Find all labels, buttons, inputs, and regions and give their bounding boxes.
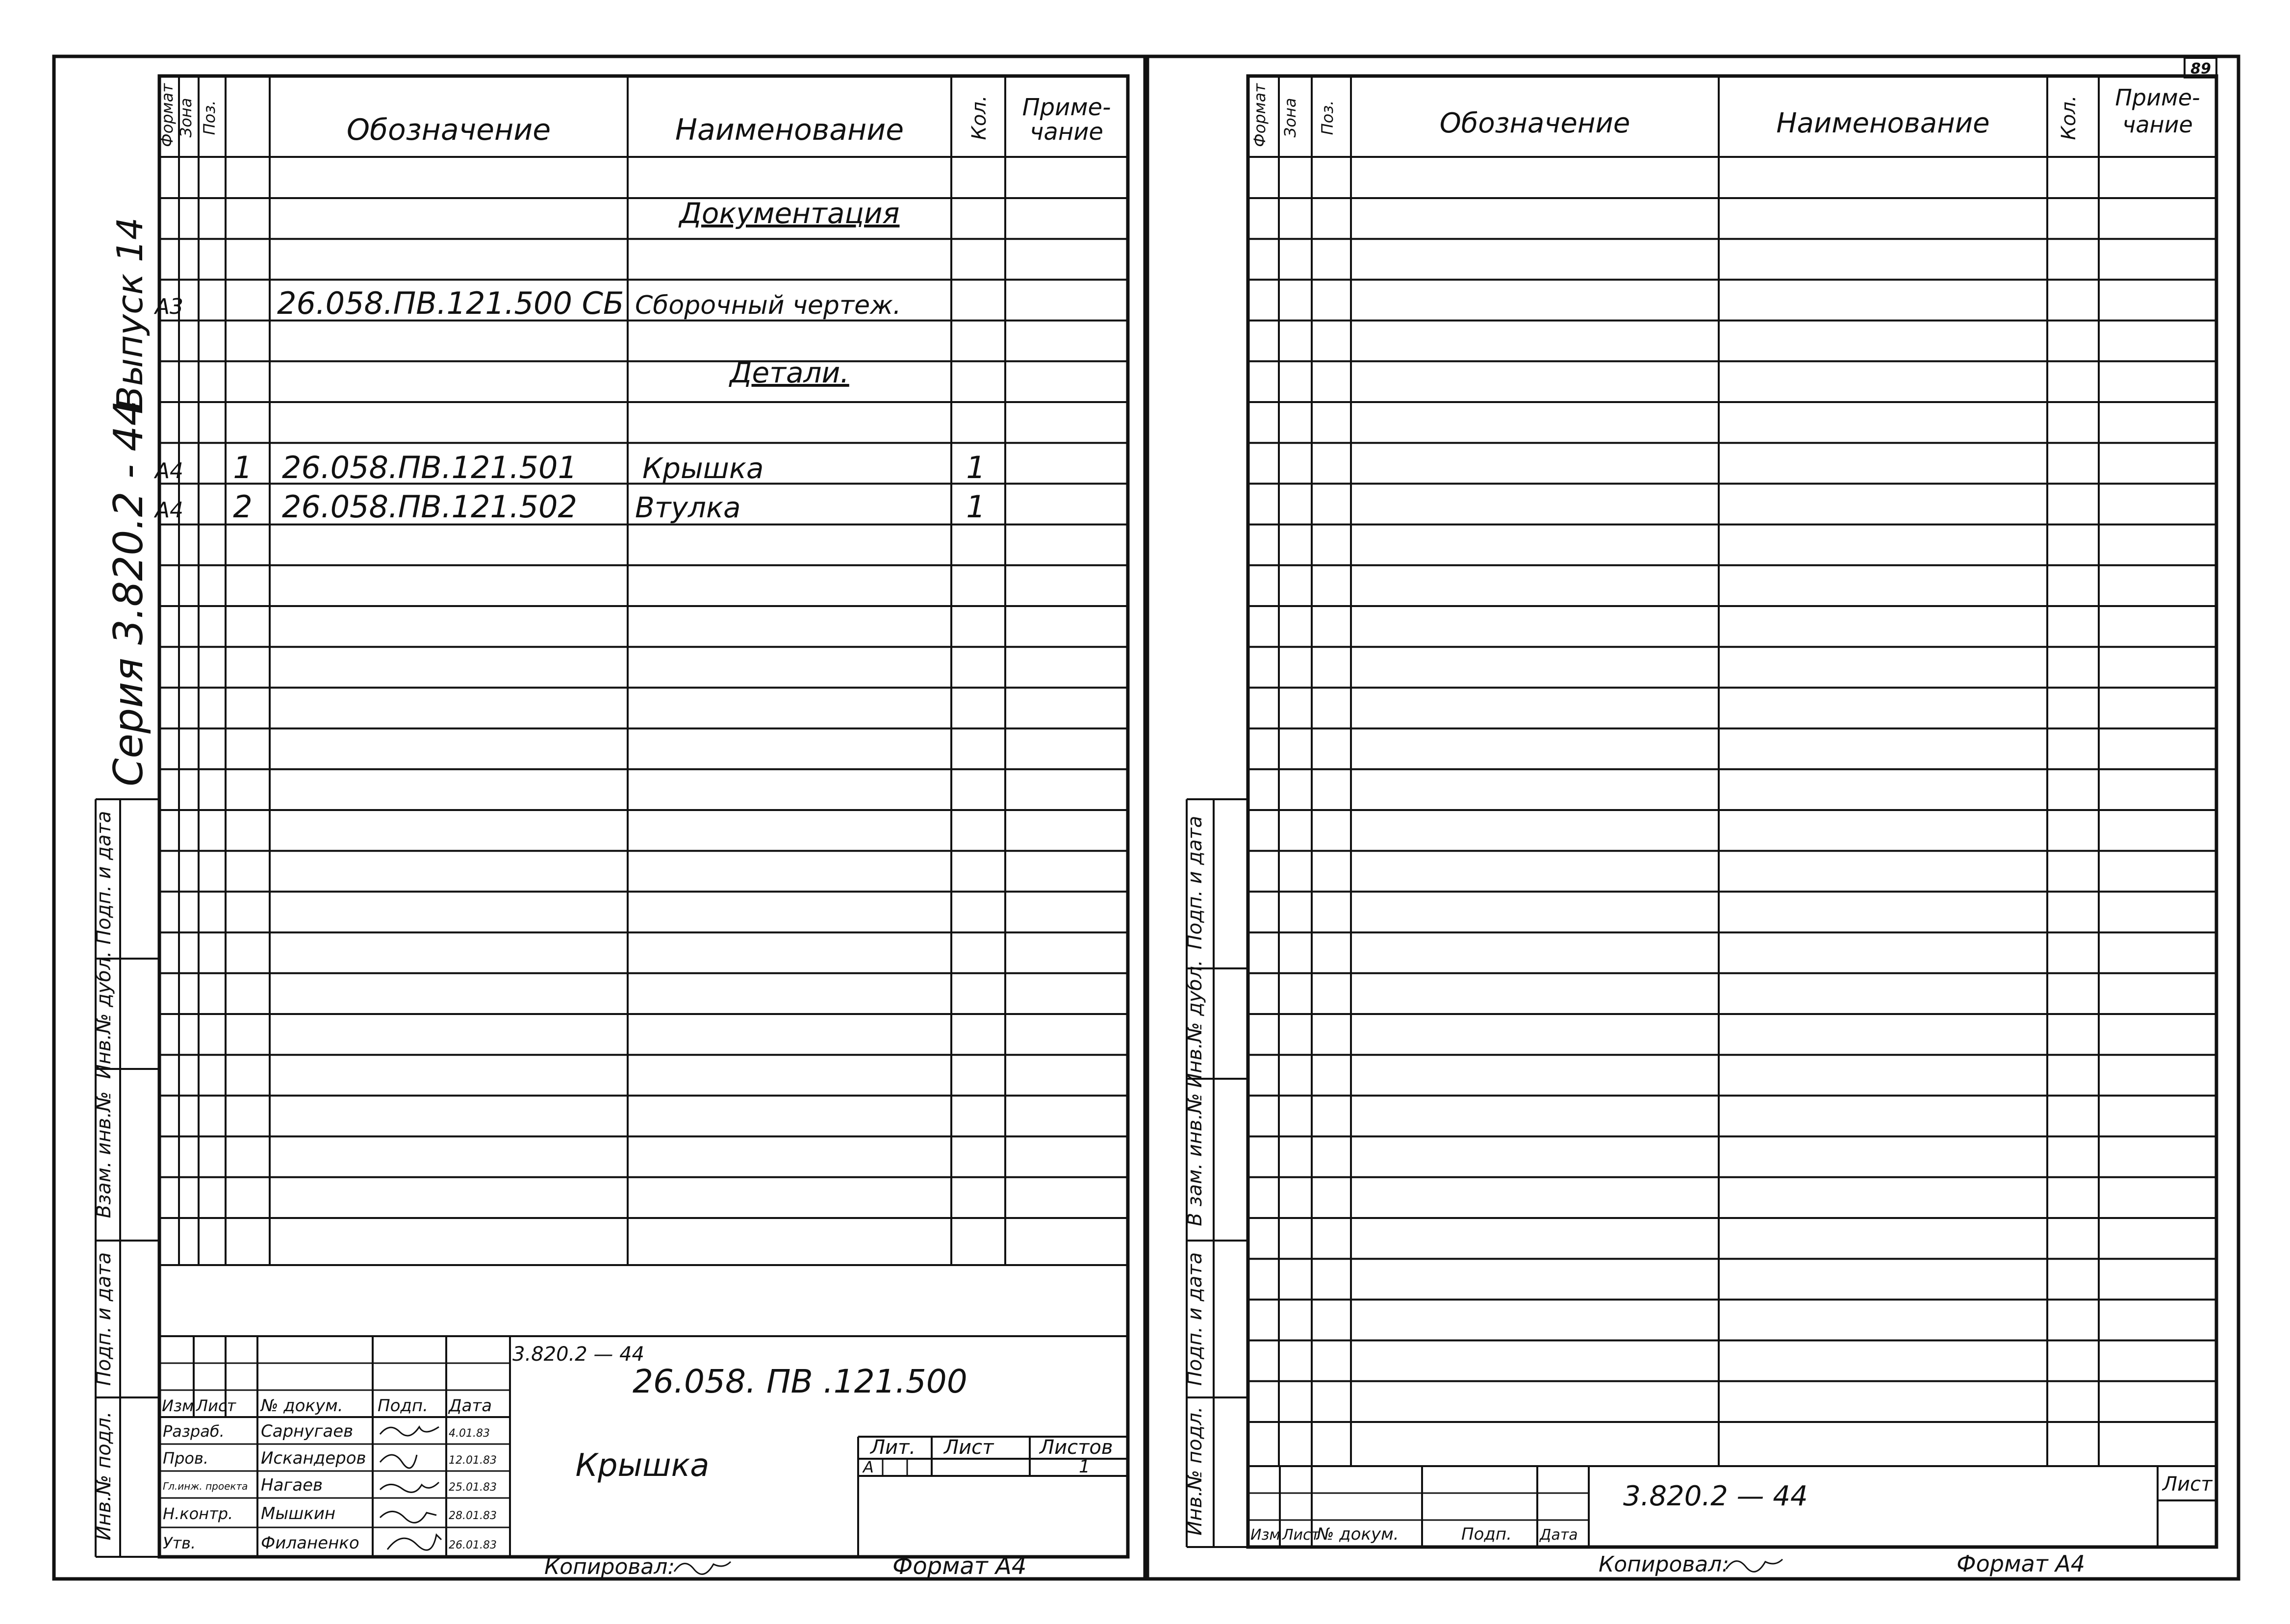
copier-signature-right [1726, 1559, 1782, 1572]
r-header-qty: Кол. [2058, 95, 2080, 140]
tb-date-4: 26.01.83 [449, 1539, 497, 1551]
row-3-name: Крышка [642, 452, 764, 485]
margin-podp-data-2: Подп. и дата [93, 1252, 115, 1386]
row-3-format: А4 [154, 458, 184, 483]
tb-podp: Подп. [378, 1396, 428, 1416]
format-left: Формат А4 [892, 1552, 1027, 1580]
left-page [54, 56, 1145, 1580]
r-header-name: Наименование [1776, 107, 1990, 139]
row-4-qty: 1 [966, 489, 986, 525]
tb-name-3: Мышкин [261, 1504, 336, 1523]
tb-name-0: Сарнугаев [261, 1421, 354, 1441]
row-4-pos: 2 [233, 489, 253, 525]
r-tb-ndokum: № докум. [1317, 1524, 1399, 1544]
right-frame [1248, 76, 2216, 1547]
r-margin-inv-dubl: Инв.№ дубл. [1184, 960, 1206, 1088]
tb-role-2: Гл.инж. проекта [163, 1480, 248, 1492]
r-tb-code: 3.820.2 — 44 [1623, 1480, 1808, 1512]
row-3-pos: 1 [233, 450, 253, 485]
header-qty: Кол. [968, 95, 991, 140]
tb-list: Лист [196, 1396, 236, 1415]
tb-doc-name: Крышка [575, 1447, 710, 1484]
signatures-left [380, 1427, 441, 1550]
copier-signature-left [674, 1562, 731, 1574]
r-header-format: Формат [1250, 83, 1269, 147]
series-label: Серия 3.820.2 - 44 [105, 400, 152, 787]
tb-role-3: Н.контр. [163, 1504, 233, 1523]
copied-left: Копировал: [544, 1554, 675, 1579]
r-tb-izm: Изм [1250, 1526, 1281, 1544]
row-1-name: Сборочный чертеж. [635, 291, 901, 320]
sheet-number: 89 [2190, 60, 2211, 77]
r-margin-podp-data-2: Подп. и дата [1184, 1252, 1206, 1386]
row-1-format: А3 [154, 294, 184, 319]
issue-label: Выпуск 14 [109, 217, 151, 410]
header-note-2: чание [1030, 118, 1103, 146]
copied-right: Копировал: [1599, 1552, 1730, 1577]
tb-role-0: Разраб. [163, 1422, 225, 1441]
row-3-qty: 1 [966, 450, 986, 485]
header-designation: Обозначение [346, 113, 551, 147]
tb-date-2: 25.01.83 [449, 1481, 497, 1494]
r-header-pos: Поз. [1318, 100, 1337, 135]
r-header-designation: Обозначение [1439, 107, 1630, 139]
tb-izm: Изм [162, 1396, 194, 1415]
r-header-note-1: Приме- [2115, 84, 2200, 111]
tb-lit-value: А [863, 1458, 874, 1476]
row-3-designation: 26.058.ПВ.121.501 [282, 450, 577, 485]
tb-role-4: Утв. [163, 1534, 196, 1552]
r-margin-vzam-inv: В зам. инв.№ [1184, 1093, 1206, 1226]
tb-date-0: 4.01.83 [449, 1427, 490, 1440]
tb-listov-col: Листов [1040, 1436, 1113, 1459]
header-name: Наименование [675, 113, 904, 147]
r-header-note-2: чание [2122, 111, 2193, 138]
margin-vzam-inv: Взам. инв.№ [93, 1091, 115, 1218]
tb-date-1: 12.01.83 [449, 1454, 497, 1467]
row-4-name: Втулка [635, 491, 741, 524]
right-row-lines [1248, 198, 2216, 1422]
tb-name-1: Искандеров [261, 1448, 366, 1468]
row-1-designation: 26.058.ПВ.121.500 СБ [277, 285, 624, 321]
r-tb-list: Лист [2163, 1473, 2213, 1496]
row-4-designation: 26.058.ПВ.121.502 [282, 489, 577, 525]
tb-role-1: Пров. [163, 1449, 208, 1468]
r-header-zone: Зона [1281, 98, 1299, 138]
header-zone: Зона [177, 98, 195, 138]
r-tb-list-col: Лист [1282, 1526, 1320, 1544]
right-page [1147, 56, 2239, 1579]
header-pos: Поз. [200, 100, 219, 135]
header-note-1: Приме- [1022, 94, 1111, 121]
tb-listov-value: 1 [1079, 1457, 1090, 1477]
tb-date-3: 28.01.83 [449, 1510, 497, 1522]
r-tb-podp: Подп. [1461, 1524, 1512, 1544]
heading-details: Детали. [730, 356, 849, 389]
tb-data: Дата [449, 1396, 492, 1416]
margin-inv-podl: Инв.№ подл. [93, 1411, 115, 1541]
tb-name-2: Нагаев [261, 1475, 323, 1495]
tb-small-code: 3.820.2 — 44 [512, 1343, 645, 1366]
tb-name-4: Филаненко [261, 1533, 359, 1553]
r-margin-podp-data-1: Подп. и дата [1184, 815, 1206, 950]
tb-doc-code: 26.058. ПВ .121.500 [633, 1363, 967, 1400]
header-format: Формат [158, 83, 177, 147]
r-tb-data: Дата [1540, 1526, 1578, 1544]
format-right: Формат А4 [1957, 1550, 2085, 1577]
heading-documentation: Документация [679, 197, 900, 230]
margin-inv-dubl: Инв.№ дубл. [93, 951, 115, 1079]
r-margin-inv-podl: Инв.№ подл. [1184, 1406, 1206, 1536]
margin-podp-data-1: Подп. и дата [93, 811, 115, 945]
tb-lit: Лит. [870, 1436, 916, 1459]
tb-ndokum: № докум. [261, 1396, 343, 1416]
left-row-lines [159, 198, 1128, 1218]
tb-list-col: Лист [944, 1436, 994, 1459]
row-4-format: А4 [154, 498, 184, 523]
